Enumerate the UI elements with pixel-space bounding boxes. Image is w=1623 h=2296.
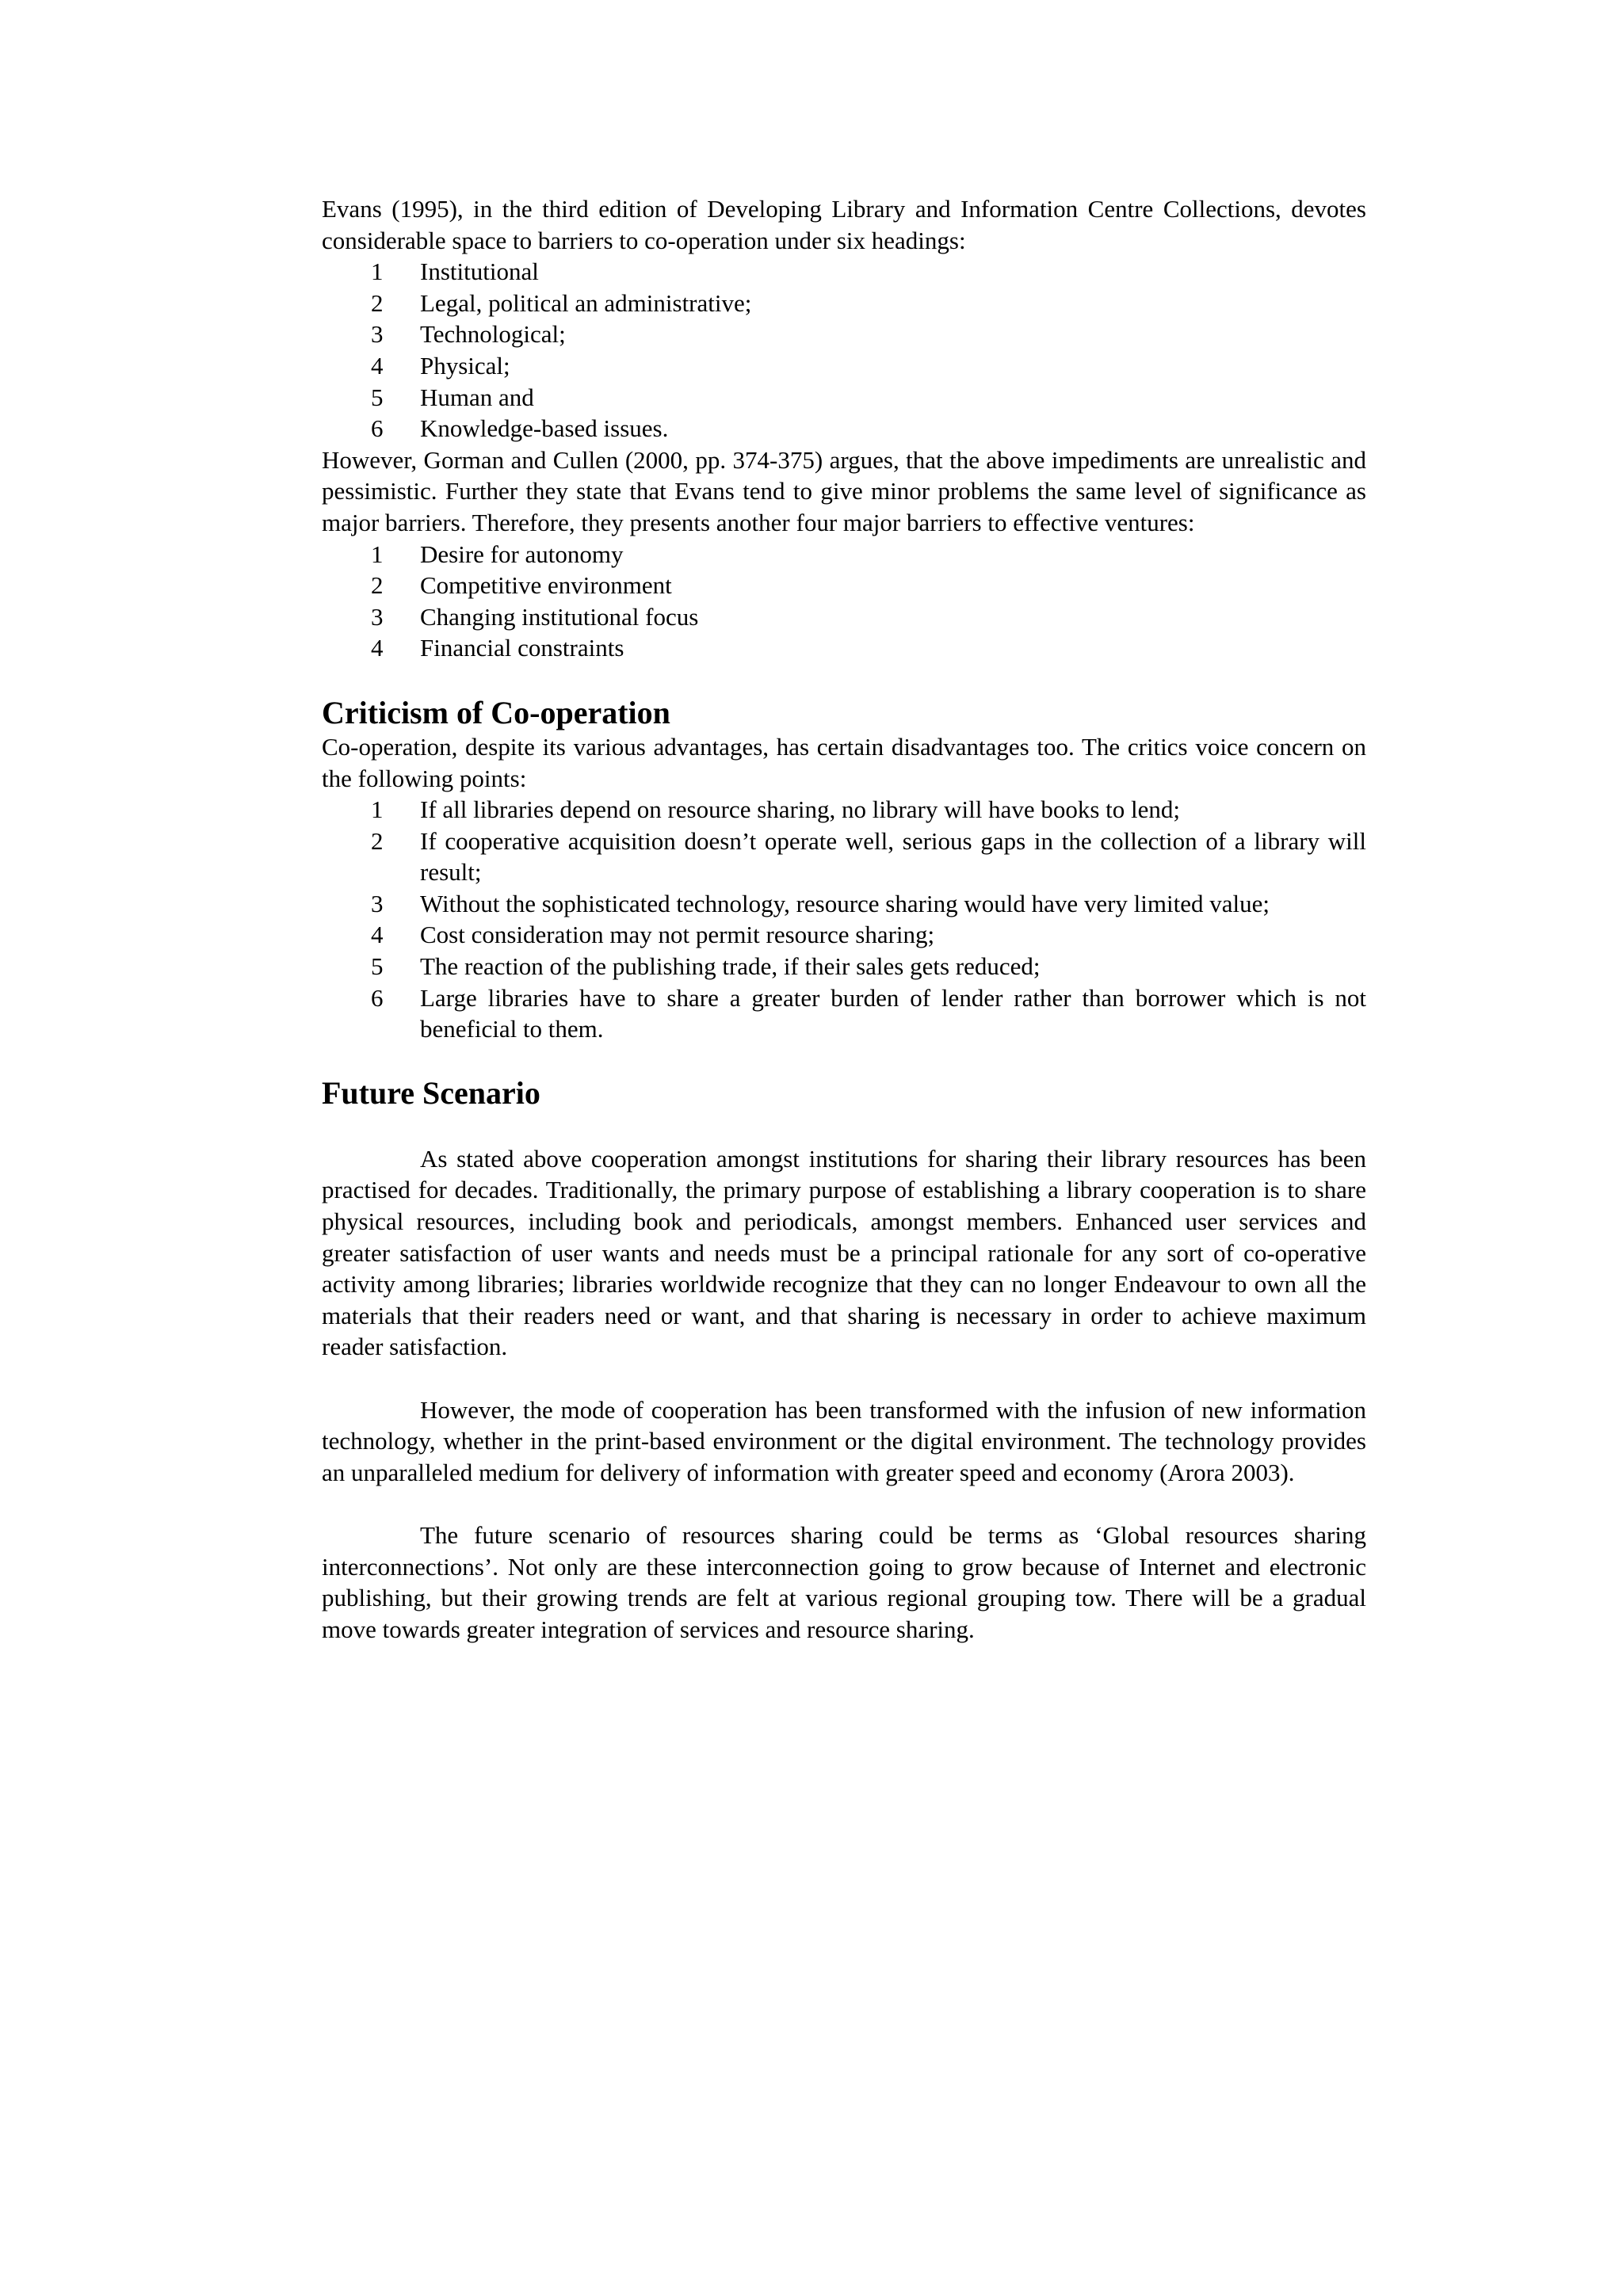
list-text: The reaction of the publishing trade, if their sales gets reduced;	[420, 952, 1041, 981]
list-item	[322, 826, 1366, 888]
list-number: 1	[371, 795, 384, 824]
list-item	[322, 318, 1366, 350]
list-item	[322, 350, 1366, 382]
spacer	[322, 1363, 1366, 1394]
list-text: Knowledge-based issues.	[420, 414, 669, 443]
list-item	[322, 632, 1366, 664]
list-text: Financial constraints	[420, 634, 624, 662]
list-number: 3	[371, 320, 384, 349]
list-item	[322, 539, 1366, 570]
list-number: 4	[371, 921, 384, 949]
list-item	[322, 982, 1366, 1045]
list-item	[322, 256, 1366, 288]
document-page	[322, 193, 1366, 1645]
barriers-list	[322, 256, 1366, 444]
future-heading: Future Scenario	[322, 1074, 540, 1111]
list-number: 5	[371, 383, 384, 411]
list-text: Technological;	[420, 320, 566, 349]
list-item	[322, 382, 1366, 414]
criticism-list	[322, 794, 1366, 1045]
major-barriers-list	[322, 539, 1366, 664]
list-number: 3	[371, 889, 384, 917]
list-number: 6	[371, 414, 384, 443]
list-text: Institutional	[420, 257, 539, 286]
list-item	[322, 288, 1366, 319]
criticism-paragraph: Co-operation, despite its various advantages, has certain disadvantages too. The critics voice concern on the following points:	[322, 732, 1366, 792]
list-item	[322, 413, 1366, 444]
list-item	[322, 794, 1366, 826]
gorman-cullen-paragraph: However, Gorman and Cullen (2000, pp. 374-375) argues, that the above impediments are unrealistic and pessimistic. Further they state that Evans tend to give minor problems the same level of significance as major barriers. Therefore, they presents another four major barriers to effective ventures:	[322, 445, 1366, 536]
list-text: Cost consideration may not permit resource sharing;	[420, 921, 935, 949]
intro-paragraph: Evans (1995), in the third edition of Developing Library and Information Centre Collections, devotes considerable space to barriers to co-operation under six headings:	[322, 195, 1366, 254]
list-item	[322, 570, 1366, 601]
list-text: Physical;	[420, 351, 510, 379]
list-text: Desire for autonomy	[420, 540, 624, 568]
spacer	[322, 664, 1366, 695]
spacer	[322, 1488, 1366, 1520]
list-number: 3	[371, 602, 384, 631]
list-number: 2	[371, 826, 384, 855]
list-text: Large libraries have to share a greater burden of lender rather than borrower which is not beneficial to them.	[420, 983, 1366, 1043]
criticism-heading: Criticism of Co-operation	[322, 694, 670, 730]
list-item	[322, 919, 1366, 951]
list-number: 1	[371, 540, 384, 568]
list-text: Competitive environment	[420, 571, 672, 600]
future-paragraph-1: As stated above cooperation amongst institutions for sharing their library resources has been practised for decades. Traditionally, the primary purpose of establishing a library cooperation is to share physical resources, including book and periodicals, amongst members. Enhanced user services and greater satisfaction of user wants and needs must be a principal rationale for any sort of co-operative activity among libraries; libraries worldwide recognize that they can no longer Endeavour to own all the materials that their readers need or want, and that sharing is necessary in order to achieve maximum reader satisfaction.	[322, 1144, 1366, 1361]
list-number: 1	[371, 257, 384, 286]
list-number: 2	[371, 571, 384, 600]
spacer	[322, 1112, 1366, 1143]
list-item	[322, 951, 1366, 982]
list-number: 2	[371, 288, 384, 317]
list-text: Without the sophisticated technology, resource sharing would have very limited value;	[420, 889, 1270, 917]
list-text: Legal, political an administrative;	[420, 288, 752, 317]
list-number: 5	[371, 952, 384, 981]
list-number: 6	[371, 983, 384, 1012]
list-item	[322, 888, 1366, 920]
list-text: If all libraries depend on resource sharing, no library will have books to lend;	[420, 795, 1181, 824]
future-paragraph-2: However, the mode of cooperation has been transformed with the infusion of new information technology, whether in the print-based environment or the digital environment. The technology provides an unparalleled medium for delivery of information with greater speed and economy (Arora 2003).	[322, 1395, 1366, 1486]
list-text: Human and	[420, 383, 534, 411]
list-number: 4	[371, 634, 384, 662]
spacer	[322, 1045, 1366, 1075]
list-number: 4	[371, 351, 384, 379]
list-text: Changing institutional focus	[420, 602, 699, 631]
list-text: If cooperative acquisition doesn’t operate well, serious gaps in the collection of a library will result;	[420, 826, 1366, 887]
future-paragraph-3: The future scenario of resources sharing could be terms as ‘Global resources sharing interconnections’. Not only are these interconnection going to grow because of Internet and electronic publishing, but their growing trends are felt at various regional grouping tow. There will be a gradual move towards greater integration of services and resource sharing.	[322, 1520, 1366, 1643]
list-item	[322, 601, 1366, 633]
